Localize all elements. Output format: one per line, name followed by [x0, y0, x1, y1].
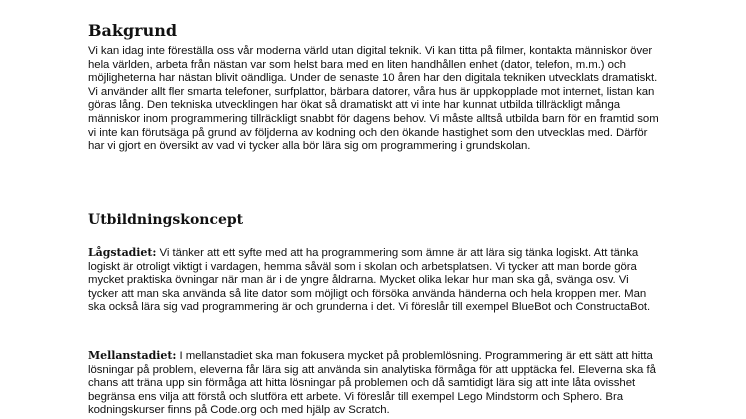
text-mellanstadiet: I mellanstadiet ska man fokusera mycket på problemlösning. Programmering är ett sätt att hitta lösningar på problem, eleverna får lära sig att använda sin analytiska förmåga för att upptäcka fel. Eleverna ska få chans att träna upp sin förmåga att hitta lösningar på problemen och då samtidigt lära sig att inte låta ovisshet begränsa ens vilja att förstå och slutföra ett arbete. Vi föreslår till exempel Lego Mindstorm och Sphero. Bra kodningskurser finns på Code.org och med hjälp av Scratch.: [88, 350, 656, 417]
section-heading-utbildningskoncept: Utbildningskoncept: [88, 212, 244, 228]
label-lagstadiet: Lågstadiet:: [88, 246, 157, 259]
paragraph-mellanstadiet: [88, 349, 660, 418]
paragraph-lagstadiet: [88, 246, 660, 315]
section-heading-bakgrund: Bakgrund: [88, 21, 178, 40]
label-mellanstadiet: Mellanstadiet:: [88, 349, 177, 362]
paragraph-bakgrund: Vi kan idag inte föreställa oss vår moderna värld utan digital teknik. Vi kan titta på filmer, kontakta människor över hela världen, arbeta från nästan var som helst bara med en liten handhållen enhet (dator, telefon, m.m.) och möjligheterna har nästan blivit oändliga. Under de senaste 10 åren har den digitala tekniken utvecklats dramatiskt. Vi använder allt fler smarta telefoner, surfplattor, bärbara datorer, våra hus är uppkopplade mot internet, listan kan göras lång. Den tekniska utvecklingen har ökat så dramatiskt att vi inte har kunnat utbilda tillräckligt många människor inom programmering tillräckligt snabbt för dagens behov. Vi måste alltså utbilda barn för en framtid som vi inte kan förutsäga på grund av följderna av kodning och den ökande hastighet som den utvecklas med. Därför har vi gjort en översikt av vad vi tycker alla bör lära sig om programmering i grundskolan.: [88, 45, 659, 153]
text-lagstadiet: Vi tänker att ett syfte med att ha programmering som ämne är att lära sig tänka logiskt. Att tänka logiskt är otroligt viktigt i vardagen, hemma såväl som i skolan och arbetsplatsen. Vi tycker att man borde göra mycket praktiska övningar när man är i de yngre åldrarna. Mycket olika lekar hur man ska gå, svänga osv. Vi tycker att man ska använda så lite dator som möjligt och försöka använda händerna och hela kroppen mer. Man ska också lära sig vad programmering är och grunderna i det. Vi föreslår till exempel BlueBot och ConstructaBot.: [88, 247, 651, 314]
